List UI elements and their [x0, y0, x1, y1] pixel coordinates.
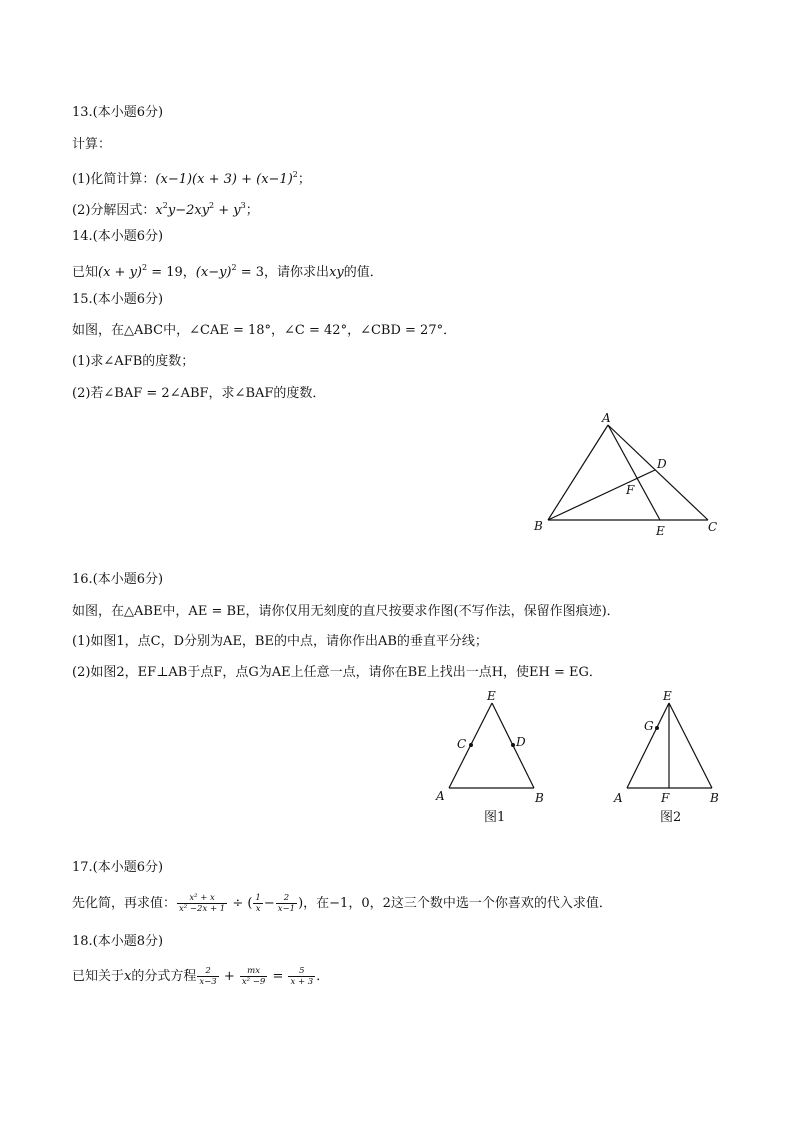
q14-text-2: 请你求出: [277, 265, 330, 280]
q13-part1-exp: 2: [292, 170, 298, 179]
q17-text-2: )，在−1，0，2这三个数中选一个你喜欢的代入求值．: [298, 896, 612, 911]
q17-fraction-3-denominator: x−1: [277, 904, 296, 914]
q13-part2-end: ；: [245, 203, 259, 218]
fig2-label-f: F: [661, 791, 670, 805]
fig1-caption: 图1: [484, 810, 506, 825]
q14-exp-2: 2: [231, 263, 237, 272]
q14-header: 14.(本小题6分): [72, 229, 164, 244]
label-c: C: [708, 520, 718, 534]
label-a: A: [602, 411, 611, 425]
point-c: [469, 743, 473, 747]
q16-figure-1: [430, 686, 560, 828]
fig1-label-e: E: [487, 689, 496, 703]
q18-header: 18.(本小题8分): [72, 934, 164, 949]
q18-fraction-2-denominator: x² −9: [241, 977, 266, 987]
q15-header: 15.(本小题6分): [72, 292, 164, 307]
q18-fraction-3: [288, 966, 315, 987]
fig1-label-d: D: [516, 735, 526, 749]
q13-part2-exp2: 2: [209, 201, 215, 210]
q14-expr-1: (x + y): [98, 265, 142, 280]
q13-part2-c: + y: [214, 203, 241, 218]
q16-figure-2: [610, 686, 740, 828]
label-e: E: [656, 524, 665, 538]
q14-expr-4: = 3，: [236, 265, 278, 280]
q17-minus: −: [263, 896, 275, 911]
q14-text-3: 的值．: [343, 265, 383, 280]
segment-ac: [608, 425, 708, 520]
q14-expr-3: (x−y): [195, 265, 232, 280]
q16-part1: (1)如图1，点C，D分别为AE，BE的中点，请你作出AB的垂直平分线；: [72, 634, 488, 649]
fig2-label-a: A: [614, 791, 623, 805]
point-g: [655, 726, 659, 730]
q18-fraction-1-denominator: x−3: [199, 977, 217, 987]
q18-text-1: 已知关于: [72, 969, 125, 984]
q17-fraction-2: [253, 893, 262, 914]
q18-fraction-3-numerator: 5: [288, 966, 315, 977]
fig1-label-c: C: [457, 737, 467, 751]
q16-part2: (2)如图2，EF⊥AB于点F，点G为AE上任意一点，请你在BE上找出一点H，使EH = EG．: [72, 665, 602, 680]
segment-eb: [669, 703, 712, 788]
q18-fraction-2: [240, 966, 267, 987]
q14-expr-2: = 19，: [147, 265, 196, 280]
q17-body: [72, 893, 612, 914]
segment-ae: [608, 425, 660, 520]
q13-intro: 计算：: [72, 137, 112, 152]
q14-text-1: 已知: [72, 265, 99, 280]
q14-exp-1: 2: [142, 263, 148, 272]
q13-part1-label: (1)化简计算：: [72, 172, 156, 187]
q18-fraction-1: [197, 966, 218, 987]
fig2-label-e: E: [663, 689, 672, 703]
q18-fraction-2-numerator: mx: [240, 966, 267, 977]
q18-end: ．: [316, 969, 330, 984]
q15-triangle-figure: [530, 408, 730, 542]
fig2-label-b: B: [710, 791, 719, 805]
q18-text-2: 的分式方程: [131, 969, 197, 984]
q15-intro: 如图，在△ABC中，∠CAE = 18°，∠C = 42°，∠CBD = 27°．: [72, 323, 457, 338]
label-b: B: [534, 519, 543, 533]
q17-divide: ÷ (: [228, 896, 253, 911]
q17-fraction-2-denominator: x: [255, 904, 261, 914]
q16-header: 16.(本小题6分): [72, 572, 164, 587]
fig2-caption: 图2: [660, 810, 682, 825]
q18-fraction-3-denominator: x + 3: [290, 977, 314, 987]
q17-fraction-3-numerator: 2: [276, 893, 297, 904]
q13-part2-exp3: 3: [240, 201, 246, 210]
q13-part1-expr: (x−1)(x + 3) + (x−1): [155, 172, 293, 187]
segment-ea: [627, 703, 669, 788]
q18-fraction-1-numerator: 2: [197, 966, 218, 977]
q17-fraction-1-denominator: x² −2x + 1: [179, 904, 226, 914]
q18-equals: =: [268, 969, 288, 984]
q14-var: xy: [329, 265, 344, 280]
q15-part1: (1)求∠AFB的度数；: [72, 354, 195, 369]
q17-fraction-2-numerator: 1: [255, 893, 261, 903]
q13-header: 13.(本小题6分): [72, 105, 164, 120]
q13-part2-b: y−2xy: [167, 203, 210, 218]
q13-part2-label: (2)分解因式：: [72, 203, 156, 218]
q13-part2: [72, 197, 259, 220]
q15-part2: (2)若∠BAF = 2∠ABF，求∠BAF的度数．: [72, 386, 326, 401]
q17-text-1: 先化简，再求值：: [72, 896, 177, 911]
q13-part1: [72, 166, 311, 189]
q13-part2-exp1: 2: [162, 201, 168, 210]
q18-var: x: [124, 969, 132, 984]
q18-body: [72, 966, 329, 987]
fig1-label-b: B: [535, 791, 544, 805]
fig2-label-g: G: [644, 719, 654, 733]
q14-body: [72, 259, 383, 282]
q17-fraction-1-numerator: x² + x: [177, 893, 227, 904]
q16-intro: 如图，在△ABE中，AE = BE，请你仅用无刻度的直尺按要求作图(不写作法，保留作图痕迹)．: [72, 604, 620, 619]
label-f: F: [626, 483, 635, 497]
q18-plus: +: [219, 969, 239, 984]
q13-part1-end: ；: [297, 172, 311, 187]
point-d: [511, 743, 515, 747]
q17-fraction-1: [177, 893, 227, 914]
label-d: D: [657, 457, 667, 471]
q17-fraction-3: [276, 893, 297, 914]
q13-part2-a: x: [155, 203, 163, 218]
fig1-label-a: A: [436, 789, 445, 803]
q17-header: 17.(本小题6分): [72, 860, 164, 875]
